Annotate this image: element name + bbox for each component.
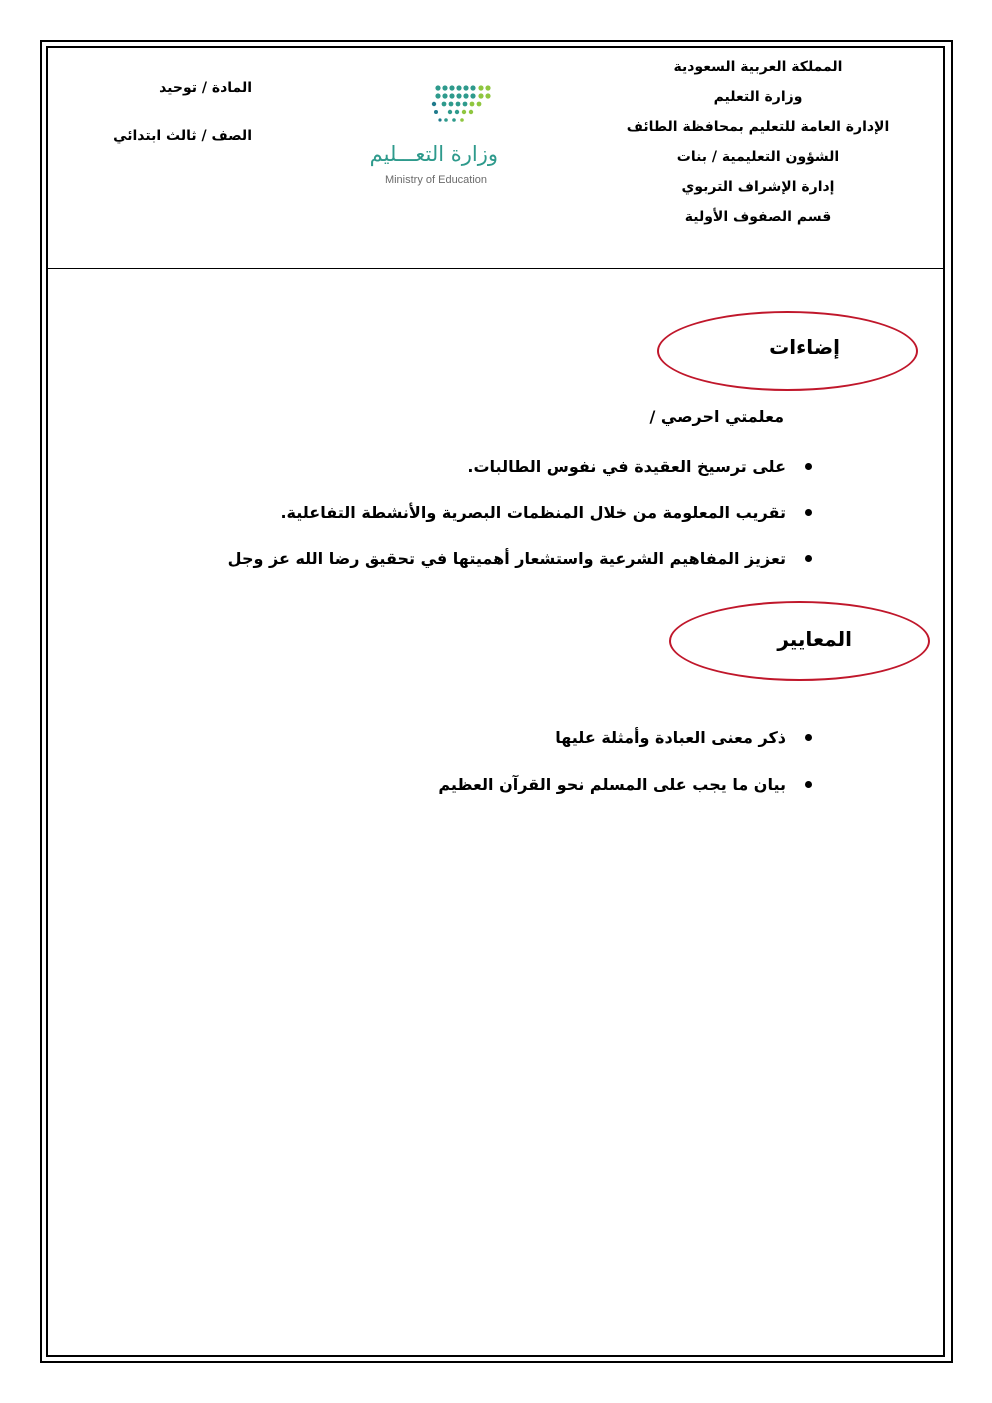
bullet-icon xyxy=(805,734,812,741)
header-divider xyxy=(47,268,944,269)
header-line-directorate: الإدارة العامة للتعليم بمحافظة الطائف xyxy=(626,119,890,135)
idaat-bullet-list xyxy=(228,456,812,594)
section-title-standards: المعايير xyxy=(777,627,852,651)
standards-bullet-list xyxy=(438,727,812,821)
teacher-instruction: معلمتي احرصي / xyxy=(649,407,784,426)
list-item xyxy=(228,502,812,524)
bullet-icon xyxy=(805,509,812,516)
list-item xyxy=(438,774,812,796)
list-item xyxy=(228,548,812,570)
bullet-text: تعزيز المفاهيم الشرعية واستشعار أهميتها في تحقيق رضا الله عز وجل xyxy=(227,549,786,568)
header-line-ministry: وزارة التعليم xyxy=(713,89,803,105)
list-item xyxy=(228,456,812,478)
bullet-icon xyxy=(805,555,812,562)
header-line-affairs: الشؤون التعليمية / بنات xyxy=(676,149,840,165)
bullet-text: على ترسيخ العقيدة في نفوس الطالبات. xyxy=(467,457,786,476)
header-line-supervision: إدارة الإشراف التربوي xyxy=(681,179,835,195)
bullet-text: ذكر معنى العبادة وأمثلة عليها xyxy=(555,728,786,747)
ministry-logo-dots-icon xyxy=(374,80,498,136)
bullet-text: بيان ما يجب على المسلم نحو القرآن العظيم xyxy=(438,775,786,794)
logo-arabic-text: وزارة التعـــليم xyxy=(369,142,498,166)
list-item xyxy=(438,727,812,749)
section-title-oval-standards xyxy=(669,601,930,681)
section-title-idaat: إضاءات xyxy=(769,335,840,359)
section-title-oval-idaat xyxy=(657,311,918,391)
ministry-logo xyxy=(369,80,554,190)
bullet-icon xyxy=(805,781,812,788)
logo-english-text: Ministry of Education xyxy=(384,174,488,186)
page-border-inner xyxy=(46,46,945,1357)
header-line-country: المملكة العربية السعودية xyxy=(673,59,843,75)
subject-label: المادة / توحيد xyxy=(159,80,252,96)
bullet-text: تقريب المعلومة من خلال المنظمات البصرية والأنشطة التفاعلية. xyxy=(280,503,786,522)
grade-label: الصف / ثالث ابتدائي xyxy=(113,128,252,144)
bullet-icon xyxy=(805,463,812,470)
header-subject-block xyxy=(92,74,252,150)
header-line-department: قسم الصفوف الأولية xyxy=(684,209,832,225)
header-institution-block xyxy=(608,52,908,232)
